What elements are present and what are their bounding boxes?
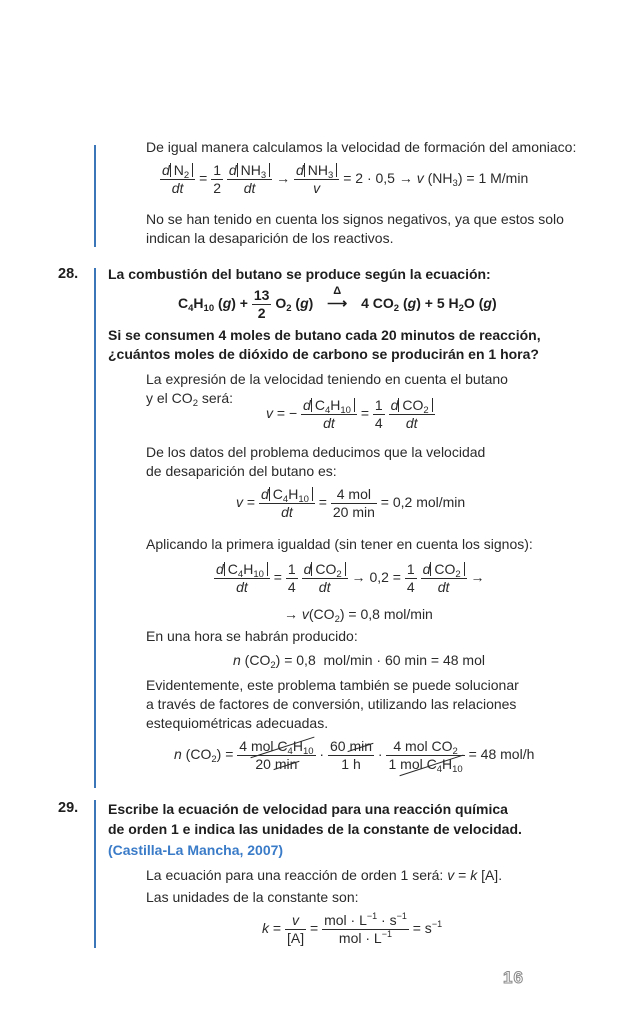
- p28-text-5: Aplicando la primera igualdad (sin tener en cuenta los signos):: [146, 536, 533, 552]
- problem-28-statement: La combustión del butano se produce según la ecuación:: [108, 266, 491, 282]
- rate-constant-units-equation: k = $\frac{v}{[A]}$ = $\frac{mol \cdot L^{-1} \cdot s^{-1}}{mol \cdot L^{-1}}$ = $s^{-1}$: [262, 911, 443, 946]
- intro-text: De igual manera calculamos la velocidad de formación del amoniaco:: [146, 139, 577, 155]
- note-line-2: indican la desaparición de los reactivos.: [146, 230, 394, 246]
- p28-text-4: de desaparición del butano es:: [146, 463, 337, 479]
- p29-answer-2: Las unidades de la constante son:: [146, 889, 359, 905]
- p28-text-1: La expresión de la velocidad teniendo en cuenta el butano: [146, 371, 508, 387]
- equation-butane-rate: v = $\frac{d C_4H_{10}}{dt}$ = $\frac{\text{4 mol}}{20 \min}$ = 0,2 mol/min: [236, 486, 466, 520]
- p28-text-6: En una hora se habrán producido:: [146, 628, 358, 644]
- equation-nh3-rate: $\frac{d N_2}{dt}$ = $\frac{1}{2}$ $\frac{d NH_3}{dt}$ → $\frac{d NH_3}{v}$ = 2 · 0,5 → v $(NH_3) = 1$ M/min: [162, 162, 529, 196]
- p28-text-9: estequiométricas adecuadas.: [146, 715, 329, 731]
- page-number: 16: [503, 968, 524, 987]
- rate-numerator: 4 mol: [331, 486, 377, 504]
- eq1-result: = 2 · 0,5 → v $(NH_3) = 1$ M/min: [343, 170, 529, 190]
- note-line-1: No se han tenido en cuenta los signos negativos, ya que estos solo: [146, 211, 564, 227]
- rate-value: = 0,2 mol/min: [380, 494, 466, 511]
- p28-text-2: y el $CO_2$ será:: [146, 390, 233, 409]
- problem-number-29: 29.: [58, 800, 79, 816]
- p28-text-3: De los datos del problema deducimos que la velocidad: [146, 444, 486, 460]
- problem-29-statement-1: Escribe la ecuación de velocidad para una reacción química: [108, 801, 508, 817]
- butane-combustion-equation: $C_4H_{10}$ (g) + $\frac{13}{2}$ $O_2$ (g) Δ ⟶ 4 $CO_2$ (g) + 5 $H_2O$ (g): [178, 285, 497, 321]
- co2-rate-result: → $v(CO_2) = 0,8$ mol/min: [284, 606, 433, 625]
- margin-rule: [94, 145, 96, 247]
- p28-text-7: Evidentemente, este problema también se puede solucionar: [146, 677, 519, 693]
- problem-29-source: (Castilla-La Mancha, 2007): [108, 842, 284, 858]
- margin-rule: [94, 800, 96, 948]
- problem-number-28: 28.: [58, 266, 79, 282]
- p28-text-8: a través de factores de conversión, utilizando las relaciones: [146, 696, 517, 712]
- rate-denominator: 20 min: [332, 504, 375, 520]
- margin-rule: [94, 268, 96, 788]
- conversion-result: = 48 mol/h: [468, 746, 535, 763]
- problem-28-question-2: ¿cuántos moles de dióxido de carbono se producirán en 1 hora?: [108, 346, 539, 362]
- problem-28-question-1: Si se consumen 4 moles de butano cada 20 minutos de reacción,: [108, 327, 541, 343]
- equation-rate-expression: v = − $\frac{d C_4H_{10}}{dt}$ = $\frac{1}{4}$ $\frac{d CO_2}{dt}$: [266, 397, 435, 432]
- equation-first-equality: $\frac{d C_4H_{10}}{dt}$ = $\frac{1}{4}$ $\frac{d CO_2}{dt}$ → 0,2 = $\frac{1}{4}$ $\frac{d CO_2}{dt}$ →: [216, 561, 485, 595]
- p29-answer-1: La ecuación para una reacción de orden 1 será: v = k [A].: [146, 867, 503, 883]
- co2-moles-calculation: n $(CO_2) = 0,8$ mol/min · 60 min = 48 mol: [233, 652, 485, 671]
- problem-29-statement-2: de orden 1 e indica las unidades de la constante de velocidad.: [108, 821, 522, 837]
- conversion-factor-equation: n $(CO_2)$ = $\frac{4 mol C_4H_{10}}{20 \min}$ · $\frac{60 \min}{1 h}$ · $\frac{4 mol CO_2}{1 mol C_4H_{10}}$ = 48 mol/h: [174, 738, 535, 775]
